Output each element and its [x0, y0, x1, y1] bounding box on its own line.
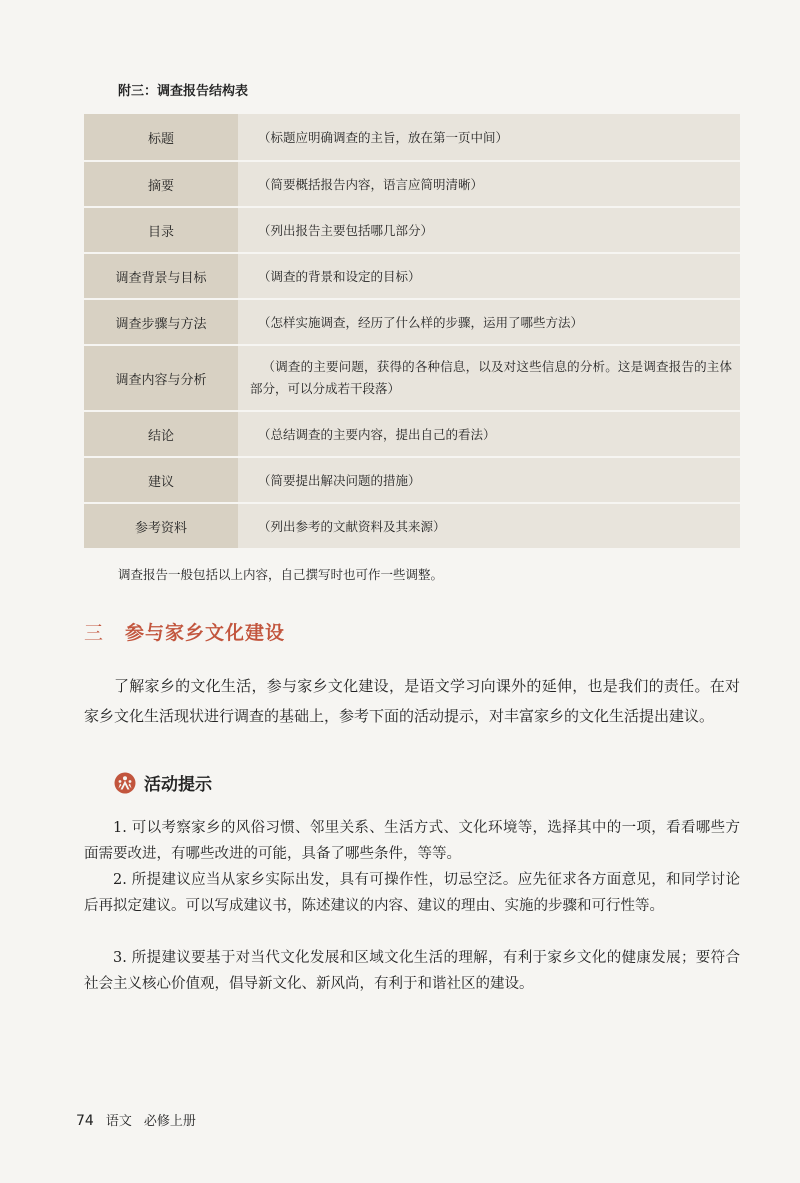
activity-figures-icon: [114, 772, 136, 794]
row-description: （调查的背景和设定的目标）: [258, 269, 421, 284]
row-description: （怎样实施调查，经历了什么样的步骤，运用了哪些方法）: [258, 315, 584, 330]
row-label: 结论: [84, 412, 238, 456]
table-row: [84, 504, 740, 548]
table-note: 调查报告一般包括以上内容，自己撰写时也可作一些调整。: [118, 567, 444, 582]
row-description: （列出报告主要包括哪几部分）: [258, 223, 434, 238]
section-intro-paragraph: 了解家乡的文化生活，参与家乡文化建设，是语文学习向课外的延伸，也是我们的责任。在对家乡文化生活现状进行调查的基础上，参考下面的活动提示，对丰富家乡的文化生活提出建议。: [84, 677, 740, 725]
report-structure-table: [84, 114, 740, 548]
appendix-title: 附三：调查报告结构表: [118, 84, 249, 99]
table-row: [84, 458, 740, 502]
row-description: （简要提出解决问题的措施）: [258, 473, 421, 488]
activity-tip: 1. 可以考察家乡的风俗习惯、邻里关系、生活方式、文化环境等，选择其中的一项，看看哪些方面需要改进，有哪些改进的可能，具备了哪些条件，等等。: [84, 820, 740, 862]
section-title: 参与家乡文化建设: [125, 622, 286, 644]
table-row: [84, 412, 740, 456]
row-label: 摘要: [84, 162, 238, 206]
row-label: 标题: [84, 114, 238, 160]
page-footer: [76, 1110, 196, 1129]
table-row: [84, 254, 740, 298]
book-subject: 语文: [105, 1114, 132, 1129]
activity-tips-title: 活动提示: [144, 775, 212, 795]
activity-tip: 3. 所提建议要基于对当代文化发展和区域文化生活的理解，有利于家乡文化的健康发展；要符合社会主义核心价值观，倡导新文化、新风尚，有利于和谐社区的建设。: [84, 950, 740, 992]
table-row: [84, 300, 740, 344]
activity-tip: 2. 所提建议应当从家乡实际出发，具有可操作性，切忌空泛。应先征求各方面意见，和同学讨论后再拟定建议。可以写成建议书，陈述建议的内容、建议的理由、实施的步骤和可行性等。: [84, 872, 740, 914]
row-description: （调查的主要问题，获得的各种信息，以及对这些信息的分析。这是调查报告的主体部分，可以分成若干段落）: [250, 359, 732, 396]
row-label: 建议: [84, 458, 238, 502]
row-description: （列出参考的文献资料及其来源）: [258, 519, 446, 534]
row-label: 调查背景与目标: [84, 254, 238, 298]
table-row: [84, 114, 740, 160]
activity-tips-heading: [114, 770, 212, 795]
row-description: （总结调查的主要内容，提出自己的看法）: [258, 427, 496, 442]
row-description: （标题应明确调查的主旨，放在第一页中间）: [258, 130, 509, 145]
table-row: [84, 208, 740, 252]
table-row: [84, 162, 740, 206]
book-volume: 必修上册: [143, 1114, 196, 1129]
row-label: 调查步骤与方法: [84, 300, 238, 344]
page-number: 74: [76, 1113, 94, 1129]
row-label: 调查内容与分析: [84, 346, 238, 410]
row-label: 参考资料: [84, 504, 238, 548]
row-description: （简要概括报告内容，语言应简明清晰）: [258, 177, 484, 192]
row-label: 目录: [84, 208, 238, 252]
table-row: [84, 346, 740, 410]
section-number: 三: [84, 622, 104, 644]
section-heading: [84, 618, 285, 645]
